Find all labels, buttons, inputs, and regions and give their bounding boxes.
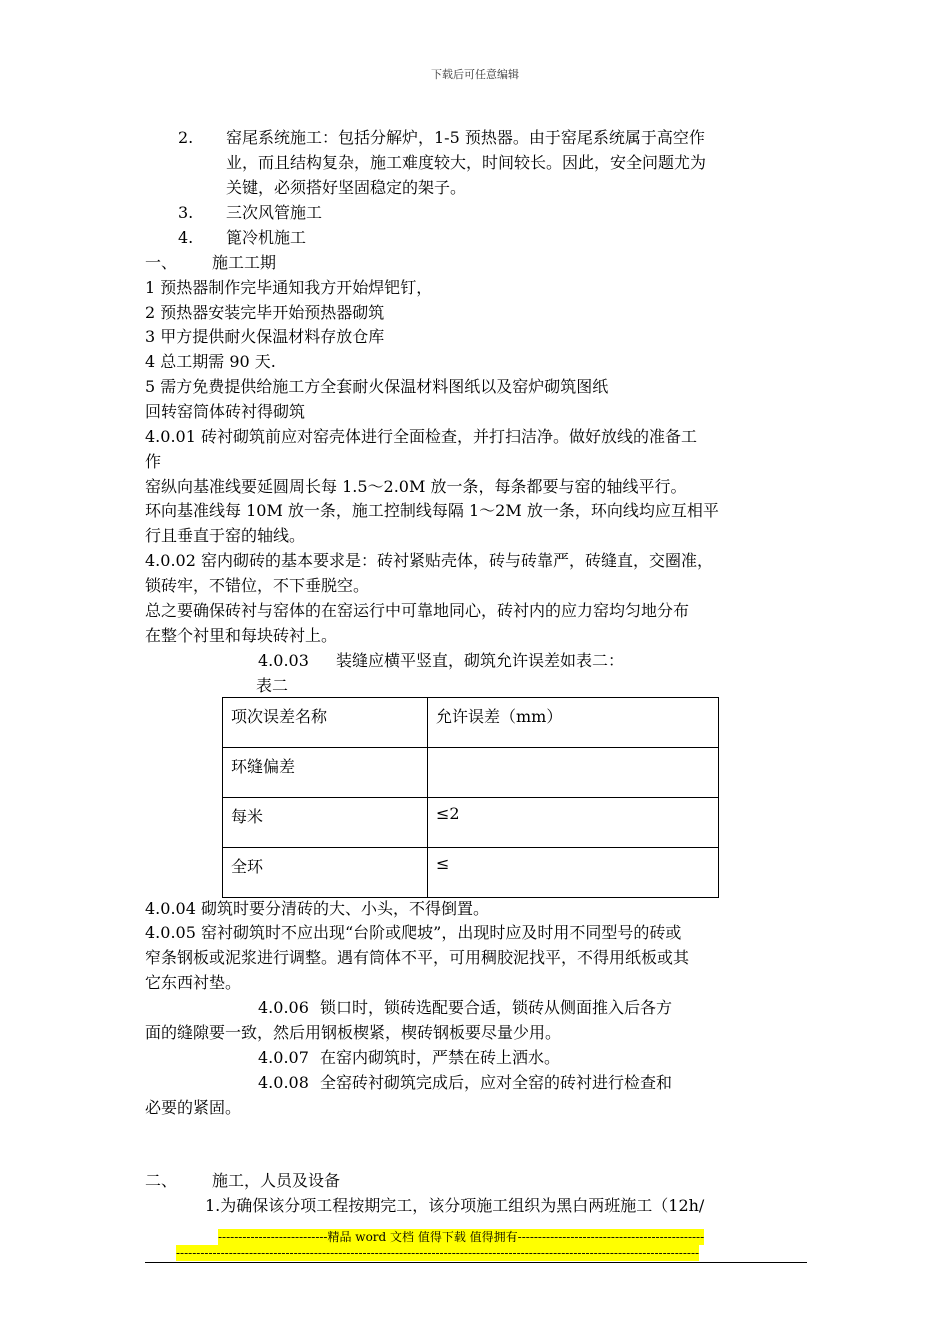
kiln-heading: 回转窑筒体砖衬得砌筑 [145, 402, 306, 421]
paragraph-4-0-04: 4.0.04 砌筑时要分清砖的大、小头，不得倒置。 [145, 899, 489, 918]
table-cell [428, 748, 719, 798]
paragraph-4-0-08-cont: 必要的紧固。 [145, 1098, 242, 1117]
paragraph-ring-cont: 行且垂直于窑的轴线。 [145, 526, 306, 545]
page-header: 下载后可任意编辑 [431, 68, 519, 81]
list-number: 3. [178, 203, 194, 222]
list-item-2-line-2: 业，而且结构复杂，施工难度较大，时间较长。因此，安全问题尤为 [226, 153, 707, 172]
paragraph-4-0-01-cont: 作 [145, 452, 162, 471]
paragraph-number: 4.0.03 [258, 651, 309, 670]
section-number: 二、 [145, 1171, 178, 1190]
list-number: 2. [178, 128, 194, 147]
table-cell: ≤ [428, 848, 719, 898]
footer-rule [145, 1262, 807, 1263]
table-header-row [223, 698, 719, 748]
paragraph-number: 4.0.07 [258, 1048, 309, 1067]
paragraph-ring: 环向基准线每 10M 放一条，施工控制线每隔 1～2M 放一条，环向线均应互相平 [145, 501, 719, 520]
paragraph-4-0-03: 装缝应横平竖直，砌筑允许误差如表二： [336, 651, 625, 670]
schedule-item: 2 预热器安装完毕开始预热器砌筑 [145, 303, 385, 322]
table-header-cell: 项次误差名称 [223, 698, 428, 748]
section-title: 施工工期 [212, 253, 277, 272]
paragraph-4-0-05-cont: 它东西衬垫。 [145, 973, 242, 992]
paragraph-staff: 1.为确保该分项工程按期完工，该分项施工组织为黑白两班施工（12h/ [205, 1196, 705, 1215]
paragraph-4-0-05: 4.0.05 窑衬砌筑时不应出现“台阶或爬坡”，出现时应及时用不同型号的砖或 [145, 923, 682, 942]
section-title: 施工，人员及设备 [212, 1171, 341, 1190]
section-number: 一、 [145, 253, 178, 272]
footer-banner: ---------------------------精品 word 文档 值得下载 值得拥有---------------------------------------------- [218, 1230, 705, 1244]
table-header-cell: 允许误差（mm） [428, 698, 719, 748]
schedule-item: 1 预热器制作完毕通知我方开始焊钯钉， [145, 278, 433, 297]
schedule-item: 3 甲方提供耐火保温材料存放仓库 [145, 327, 385, 346]
schedule-item: 5 需方免费提供给施工方全套耐火保温材料图纸以及窑炉砌筑图纸 [145, 377, 609, 396]
paragraph-4-0-07: 在窑内砌筑时，严禁在砖上洒水。 [320, 1048, 561, 1067]
schedule-item: 4 总工期需 90 天. [145, 352, 276, 371]
paragraph-4-0-01: 4.0.01 砖衬砌筑前应对窑壳体进行全面检查，并打扫洁净。做好放线的准备工 [145, 427, 697, 446]
list-item-2 [178, 127, 222, 149]
list-item-2-line-1: 窑尾系统施工：包括分解炉，1-5 预热器。由于窑尾系统属于高空作 [226, 128, 705, 147]
paragraph-summary-cont: 在整个衬里和每块砖衬上。 [145, 626, 338, 645]
table-caption: 表二 [256, 676, 289, 695]
paragraph-4-0-05-cont: 窄条钢板或泥浆进行调整。遇有筒体不平，可用稠胶泥找平，不得用纸板或其 [145, 948, 690, 967]
table-cell: ≤2 [428, 798, 719, 848]
paragraph-summary: 总之要确保砖衬与窑体的在窑运行中可靠地同心，砖衬内的应力窑均匀地分布 [145, 601, 690, 620]
table-row [223, 798, 719, 848]
table-row [223, 748, 719, 798]
paragraph-4-0-06: 锁口时，锁砖选配要合适，锁砖从侧面推入后各方 [320, 998, 673, 1017]
list-item-3: 三次风管施工 [226, 203, 323, 222]
paragraph-4-0-02: 4.0.02 窑内砌砖的基本要求是：砖衬紧贴壳体，砖与砖靠严，砖缝直，交圈准， [145, 551, 713, 570]
table-cell: 全环 [223, 848, 428, 898]
list-number: 4. [178, 228, 194, 247]
table-cell: 环缝偏差 [223, 748, 428, 798]
table-cell: 每米 [223, 798, 428, 848]
tolerance-table [222, 697, 719, 898]
list-item-4: 篦冷机施工 [226, 228, 307, 247]
paragraph-baseline: 窑纵向基准线要延圆周长每 1.5～2.0M 放一条，每条都要与窑的轴线平行。 [145, 477, 687, 496]
paragraph-4-0-06-cont: 面的缝隙要一致，然后用钢板楔紧，楔砖钢板要尽量少用。 [145, 1023, 562, 1042]
table-row [223, 848, 719, 898]
paragraph-number: 4.0.08 [258, 1073, 309, 1092]
paragraph-number: 4.0.06 [258, 998, 309, 1017]
paragraph-4-0-02-cont: 锁砖牢，不错位，不下垂脱空。 [145, 576, 370, 595]
paragraph-4-0-08: 全窑砖衬砌筑完成后，应对全窑的砖衬进行检查和 [320, 1073, 673, 1092]
footer-dashes: --------------------------------------------------------------------------------------------------------------------------------- [176, 1246, 700, 1260]
list-item-2-line-3: 关键，必须搭好坚固稳定的架子。 [226, 178, 467, 197]
